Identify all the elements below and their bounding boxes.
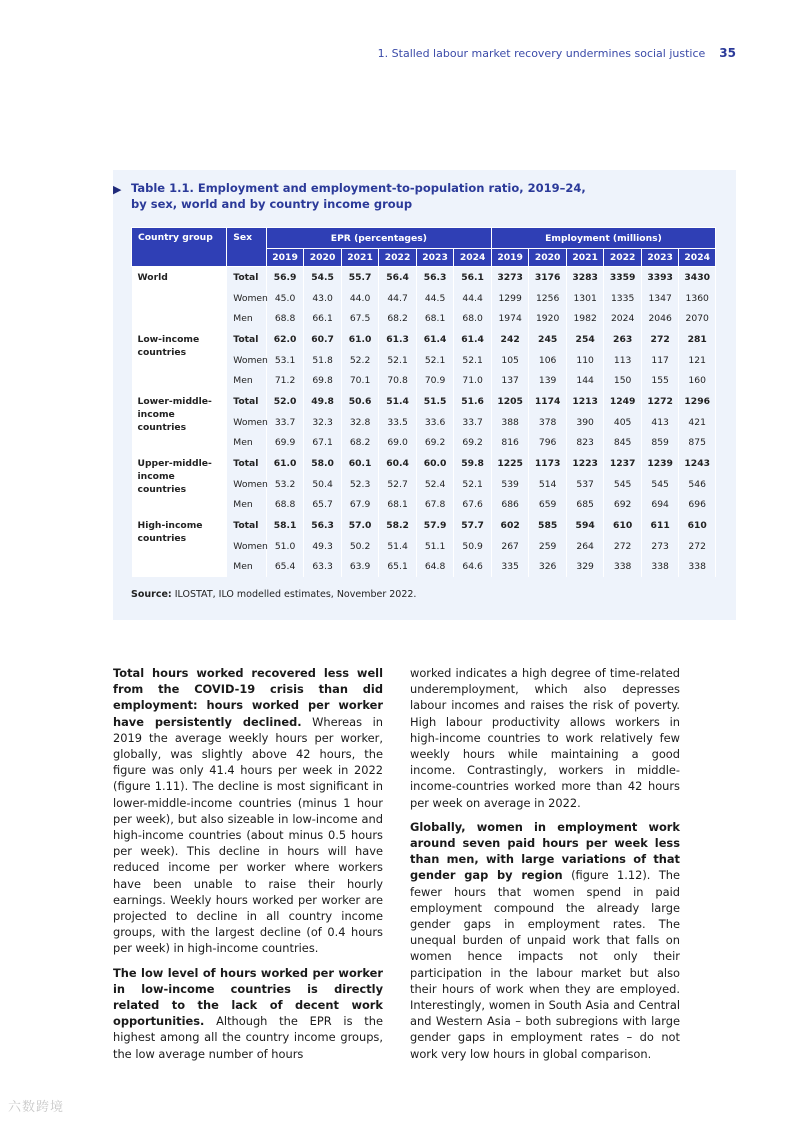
- epr-value-cell: 52.4: [416, 474, 454, 495]
- emp-value-cell: 823: [566, 433, 604, 454]
- country-group-label: Upper-middle-income countries: [132, 453, 227, 515]
- emp-value-cell: 1237: [604, 453, 642, 474]
- year-header-emp-2023: 2023: [641, 249, 679, 267]
- epr-value-cell: 69.0: [379, 433, 417, 454]
- epr-value-cell: 69.9: [266, 433, 304, 454]
- emp-value-cell: 694: [641, 495, 679, 516]
- running-title: 1. Stalled labour market recovery undermines social justice: [377, 47, 706, 60]
- sex-cell: Total: [227, 267, 267, 288]
- year-header-emp-2022: 2022: [604, 249, 642, 267]
- epr-value-cell: 57.0: [341, 515, 379, 536]
- emp-value-cell: 692: [604, 495, 642, 516]
- emp-value-cell: 139: [529, 370, 567, 391]
- epr-value-cell: 65.7: [304, 495, 342, 516]
- emp-value-cell: 150: [604, 370, 642, 391]
- table-body: [132, 267, 716, 578]
- epr-value-cell: 61.0: [341, 329, 379, 350]
- table-title: [113, 181, 651, 212]
- epr-value-cell: 64.8: [416, 557, 454, 578]
- emp-value-cell: 1920: [529, 308, 567, 329]
- epr-value-cell: 62.0: [266, 329, 304, 350]
- employment-table: [131, 227, 716, 577]
- epr-value-cell: 61.3: [379, 329, 417, 350]
- epr-value-cell: 60.4: [379, 453, 417, 474]
- emp-value-cell: 326: [529, 557, 567, 578]
- emp-value-cell: 859: [641, 433, 679, 454]
- emp-value-cell: 390: [566, 412, 604, 433]
- emp-value-cell: 1205: [491, 391, 529, 412]
- table-row: [132, 267, 716, 288]
- table-row: [132, 329, 716, 350]
- emp-value-cell: 335: [491, 557, 529, 578]
- epr-value-cell: 50.6: [341, 391, 379, 412]
- country-group-label: Lower-middle-income countries: [132, 391, 227, 453]
- epr-value-cell: 51.1: [416, 536, 454, 557]
- emp-value-cell: 3283: [566, 267, 604, 288]
- sex-cell: Women: [227, 536, 267, 557]
- emp-value-cell: 1243: [679, 453, 716, 474]
- epr-value-cell: 51.6: [454, 391, 492, 412]
- emp-value-cell: 378: [529, 412, 567, 433]
- epr-value-cell: 68.2: [341, 433, 379, 454]
- emp-value-cell: 610: [604, 515, 642, 536]
- epr-value-cell: 58.1: [266, 515, 304, 536]
- emp-value-cell: 816: [491, 433, 529, 454]
- emp-value-cell: 421: [679, 412, 716, 433]
- epr-value-cell: 70.9: [416, 370, 454, 391]
- epr-value-cell: 58.0: [304, 453, 342, 474]
- epr-value-cell: 52.1: [454, 350, 492, 371]
- year-header-emp-2019: 2019: [491, 249, 529, 267]
- paragraph-lead: The low level of hours worked per worker in low-income countries is directly related to the lack of decent work opportunities.: [113, 965, 383, 1029]
- body-paragraph: [113, 965, 383, 1062]
- sex-cell: Total: [227, 515, 267, 536]
- source-text: ILOSTAT, ILO modelled estimates, November 2022.: [171, 589, 417, 600]
- paragraph-text: worked indicates a high degree of time-related underemployment, which also depresses labour incomes and raises the risk of poverty. High labour productivity allows workers in high-income countries to work relatively few weekly hours while maintaining a good income. Contrastingly, workers in middle-income-countries worked more than 42 hours per week on average in 2022.: [410, 666, 680, 810]
- sex-cell: Men: [227, 308, 267, 329]
- epr-value-cell: 53.1: [266, 350, 304, 371]
- epr-value-cell: 53.2: [266, 474, 304, 495]
- year-header-epr-2020: 2020: [304, 249, 342, 267]
- epr-value-cell: 68.1: [416, 308, 454, 329]
- year-header-epr-2022: 2022: [379, 249, 417, 267]
- emp-value-cell: 2046: [641, 308, 679, 329]
- epr-value-cell: 69.2: [416, 433, 454, 454]
- emp-value-cell: 388: [491, 412, 529, 433]
- header-country-group: Country group: [132, 228, 227, 267]
- epr-value-cell: 64.6: [454, 557, 492, 578]
- year-header-emp-2020: 2020: [529, 249, 567, 267]
- emp-value-cell: 545: [641, 474, 679, 495]
- epr-value-cell: 67.9: [341, 495, 379, 516]
- epr-value-cell: 65.4: [266, 557, 304, 578]
- year-header-emp-2021: 2021: [566, 249, 604, 267]
- year-header-epr-2019: 2019: [266, 249, 304, 267]
- emp-value-cell: 594: [566, 515, 604, 536]
- epr-value-cell: 44.7: [379, 288, 417, 309]
- epr-value-cell: 33.7: [454, 412, 492, 433]
- epr-value-cell: 51.8: [304, 350, 342, 371]
- epr-value-cell: 67.6: [454, 495, 492, 516]
- emp-value-cell: 545: [604, 474, 642, 495]
- epr-value-cell: 57.7: [454, 515, 492, 536]
- emp-value-cell: 106: [529, 350, 567, 371]
- epr-value-cell: 67.1: [304, 433, 342, 454]
- epr-value-cell: 52.2: [341, 350, 379, 371]
- emp-value-cell: 155: [641, 370, 679, 391]
- epr-value-cell: 55.7: [341, 267, 379, 288]
- epr-value-cell: 65.1: [379, 557, 417, 578]
- epr-value-cell: 70.8: [379, 370, 417, 391]
- epr-value-cell: 54.5: [304, 267, 342, 288]
- country-group-label: High-income countries: [132, 515, 227, 577]
- header-epr: EPR (percentages): [266, 228, 491, 249]
- epr-value-cell: 59.8: [454, 453, 492, 474]
- emp-value-cell: 405: [604, 412, 642, 433]
- epr-value-cell: 51.4: [379, 391, 417, 412]
- paragraph-text: (figure 1.12). The fewer hours that women spend in paid employment compound the already large gender gaps in employment rates. The unequal burden of unpaid work that falls on women hence impacts not only their participation in the labour market but also their hours of work when they are employed. Interestingly, women in South Asia and Central and Western Asia – both subregions with large gender gaps in employment rates – do not work very low hours in global comparison.: [410, 868, 680, 1061]
- triangle-bullet-icon: ▶: [113, 183, 122, 196]
- epr-value-cell: 56.9: [266, 267, 304, 288]
- emp-value-cell: 1225: [491, 453, 529, 474]
- epr-value-cell: 71.2: [266, 370, 304, 391]
- emp-value-cell: 610: [679, 515, 716, 536]
- table-title-line2: by sex, world and by country income group: [131, 196, 413, 211]
- emp-value-cell: 137: [491, 370, 529, 391]
- epr-value-cell: 45.0: [266, 288, 304, 309]
- epr-value-cell: 44.0: [341, 288, 379, 309]
- epr-value-cell: 63.9: [341, 557, 379, 578]
- sex-cell: Men: [227, 557, 267, 578]
- epr-value-cell: 71.0: [454, 370, 492, 391]
- watermark-logo: [8, 1096, 64, 1115]
- country-group-label: World: [132, 267, 227, 330]
- emp-value-cell: 1982: [566, 308, 604, 329]
- paragraph-text: Whereas in 2019 the average weekly hours per worker, globally, was slightly above 42 hours, the figure was only 41.4 hours per week in 2022 (figure 1.11). The decline is most significant in lower-middle-income countries (minus 1 hour per week), but also sizeable in low-income and high-income countries (about minus 0.5 hours per week). This decline in hours will have reduced income per worker where workers have been unable to raise their hourly earnings. Weekly hours worked per worker are projected to decline in all country income groups, with the largest decline (of 0.4 hours per week) in high-income countries.: [113, 714, 383, 956]
- emp-value-cell: 338: [604, 557, 642, 578]
- emp-value-cell: 845: [604, 433, 642, 454]
- epr-value-cell: 52.3: [341, 474, 379, 495]
- emp-value-cell: 685: [566, 495, 604, 516]
- emp-value-cell: 602: [491, 515, 529, 536]
- epr-value-cell: 67.5: [341, 308, 379, 329]
- emp-value-cell: 686: [491, 495, 529, 516]
- epr-value-cell: 61.4: [416, 329, 454, 350]
- epr-value-cell: 56.3: [416, 267, 454, 288]
- emp-value-cell: 272: [679, 536, 716, 557]
- emp-value-cell: 259: [529, 536, 567, 557]
- emp-value-cell: 1296: [679, 391, 716, 412]
- epr-value-cell: 50.9: [454, 536, 492, 557]
- emp-value-cell: 514: [529, 474, 567, 495]
- emp-value-cell: 3176: [529, 267, 567, 288]
- emp-value-cell: 875: [679, 433, 716, 454]
- emp-value-cell: 539: [491, 474, 529, 495]
- paragraph-text: Although the EPR is the highest among all the country income groups, the low average number of hours: [113, 1014, 383, 1061]
- epr-value-cell: 68.8: [266, 495, 304, 516]
- emp-value-cell: 105: [491, 350, 529, 371]
- watermark-text: 六数跨境: [8, 1100, 65, 1115]
- emp-value-cell: 281: [679, 329, 716, 350]
- emp-value-cell: 1301: [566, 288, 604, 309]
- emp-value-cell: 1173: [529, 453, 567, 474]
- emp-value-cell: 272: [604, 536, 642, 557]
- epr-value-cell: 69.2: [454, 433, 492, 454]
- emp-value-cell: 413: [641, 412, 679, 433]
- epr-value-cell: 69.8: [304, 370, 342, 391]
- emp-value-cell: 1347: [641, 288, 679, 309]
- emp-value-cell: 1223: [566, 453, 604, 474]
- epr-value-cell: 57.9: [416, 515, 454, 536]
- epr-value-cell: 68.1: [379, 495, 417, 516]
- year-header-emp-2024: 2024: [679, 249, 716, 267]
- sex-cell: Women: [227, 350, 267, 371]
- emp-value-cell: 1974: [491, 308, 529, 329]
- emp-value-cell: 338: [679, 557, 716, 578]
- emp-value-cell: 1256: [529, 288, 567, 309]
- emp-value-cell: 254: [566, 329, 604, 350]
- emp-value-cell: 113: [604, 350, 642, 371]
- year-header-epr-2021: 2021: [341, 249, 379, 267]
- epr-value-cell: 52.1: [379, 350, 417, 371]
- epr-value-cell: 52.1: [454, 474, 492, 495]
- sex-cell: Total: [227, 453, 267, 474]
- body-paragraph: [113, 665, 383, 957]
- emp-value-cell: 1272: [641, 391, 679, 412]
- table-title-line1: Table 1.1. Employment and employment-to-population ratio, 2019–24,: [131, 181, 586, 195]
- epr-value-cell: 67.8: [416, 495, 454, 516]
- emp-value-cell: 160: [679, 370, 716, 391]
- header-employment: Employment (millions): [491, 228, 715, 249]
- emp-value-cell: 659: [529, 495, 567, 516]
- emp-value-cell: 3393: [641, 267, 679, 288]
- body-paragraph: [410, 819, 680, 1062]
- emp-value-cell: 110: [566, 350, 604, 371]
- epr-value-cell: 50.2: [341, 536, 379, 557]
- table-row: [132, 515, 716, 536]
- emp-value-cell: 245: [529, 329, 567, 350]
- emp-value-cell: 1335: [604, 288, 642, 309]
- emp-value-cell: 1174: [529, 391, 567, 412]
- epr-value-cell: 51.5: [416, 391, 454, 412]
- emp-value-cell: 1213: [566, 391, 604, 412]
- table-panel: [113, 170, 736, 620]
- emp-value-cell: 121: [679, 350, 716, 371]
- emp-value-cell: 1239: [641, 453, 679, 474]
- epr-value-cell: 33.6: [416, 412, 454, 433]
- sex-cell: Women: [227, 288, 267, 309]
- epr-value-cell: 56.1: [454, 267, 492, 288]
- epr-value-cell: 68.0: [454, 308, 492, 329]
- epr-value-cell: 56.4: [379, 267, 417, 288]
- epr-value-cell: 68.2: [379, 308, 417, 329]
- epr-value-cell: 33.5: [379, 412, 417, 433]
- emp-value-cell: 117: [641, 350, 679, 371]
- emp-value-cell: 1360: [679, 288, 716, 309]
- emp-value-cell: 272: [641, 329, 679, 350]
- epr-value-cell: 58.2: [379, 515, 417, 536]
- epr-value-cell: 52.0: [266, 391, 304, 412]
- epr-value-cell: 52.7: [379, 474, 417, 495]
- emp-value-cell: 585: [529, 515, 567, 536]
- epr-value-cell: 70.1: [341, 370, 379, 391]
- emp-value-cell: 2024: [604, 308, 642, 329]
- epr-value-cell: 66.1: [304, 308, 342, 329]
- epr-value-cell: 60.1: [341, 453, 379, 474]
- sex-cell: Women: [227, 474, 267, 495]
- emp-value-cell: 338: [641, 557, 679, 578]
- epr-value-cell: 63.3: [304, 557, 342, 578]
- epr-value-cell: 44.5: [416, 288, 454, 309]
- emp-value-cell: 696: [679, 495, 716, 516]
- emp-value-cell: 242: [491, 329, 529, 350]
- body-column-left: [113, 665, 383, 1070]
- epr-value-cell: 33.7: [266, 412, 304, 433]
- epr-value-cell: 49.8: [304, 391, 342, 412]
- page-number: 35: [719, 46, 736, 60]
- epr-value-cell: 44.4: [454, 288, 492, 309]
- body-paragraph: [410, 665, 680, 811]
- emp-value-cell: 3430: [679, 267, 716, 288]
- epr-value-cell: 32.3: [304, 412, 342, 433]
- emp-value-cell: 1249: [604, 391, 642, 412]
- year-header-epr-2023: 2023: [416, 249, 454, 267]
- emp-value-cell: 263: [604, 329, 642, 350]
- emp-value-cell: 264: [566, 536, 604, 557]
- emp-value-cell: 796: [529, 433, 567, 454]
- epr-value-cell: 50.4: [304, 474, 342, 495]
- epr-value-cell: 32.8: [341, 412, 379, 433]
- epr-value-cell: 49.3: [304, 536, 342, 557]
- table-row: [132, 391, 716, 412]
- header-sex: Sex: [227, 228, 267, 267]
- epr-value-cell: 68.8: [266, 308, 304, 329]
- emp-value-cell: 3273: [491, 267, 529, 288]
- sex-cell: Total: [227, 391, 267, 412]
- sex-cell: Men: [227, 433, 267, 454]
- epr-value-cell: 60.7: [304, 329, 342, 350]
- epr-value-cell: 51.4: [379, 536, 417, 557]
- emp-value-cell: 611: [641, 515, 679, 536]
- epr-value-cell: 61.0: [266, 453, 304, 474]
- body-column-right: [410, 665, 680, 1070]
- sex-cell: Men: [227, 370, 267, 391]
- epr-value-cell: 61.4: [454, 329, 492, 350]
- emp-value-cell: 1299: [491, 288, 529, 309]
- country-group-label: Low-income countries: [132, 329, 227, 391]
- emp-value-cell: 2070: [679, 308, 716, 329]
- year-header-epr-2024: 2024: [454, 249, 492, 267]
- epr-value-cell: 56.3: [304, 515, 342, 536]
- emp-value-cell: 329: [566, 557, 604, 578]
- epr-value-cell: 43.0: [304, 288, 342, 309]
- sex-cell: Women: [227, 412, 267, 433]
- table-row: [132, 453, 716, 474]
- epr-value-cell: 51.0: [266, 536, 304, 557]
- emp-value-cell: 537: [566, 474, 604, 495]
- epr-value-cell: 60.0: [416, 453, 454, 474]
- running-header: [378, 46, 736, 60]
- paragraph-lead: Globally, women in employment work around seven paid hours per week less than men, with large variations of that gender gap by region: [410, 819, 680, 883]
- table-source: [131, 589, 416, 600]
- emp-value-cell: 144: [566, 370, 604, 391]
- emp-value-cell: 546: [679, 474, 716, 495]
- epr-value-cell: 52.1: [416, 350, 454, 371]
- emp-value-cell: 3359: [604, 267, 642, 288]
- paragraph-lead: Total hours worked recovered less well from the COVID-19 crisis than did employment: hours worked per worker have persistently declined.: [113, 666, 383, 729]
- source-label: Source:: [131, 589, 172, 600]
- sex-cell: Men: [227, 495, 267, 516]
- sex-cell: Total: [227, 329, 267, 350]
- emp-value-cell: 267: [491, 536, 529, 557]
- emp-value-cell: 273: [641, 536, 679, 557]
